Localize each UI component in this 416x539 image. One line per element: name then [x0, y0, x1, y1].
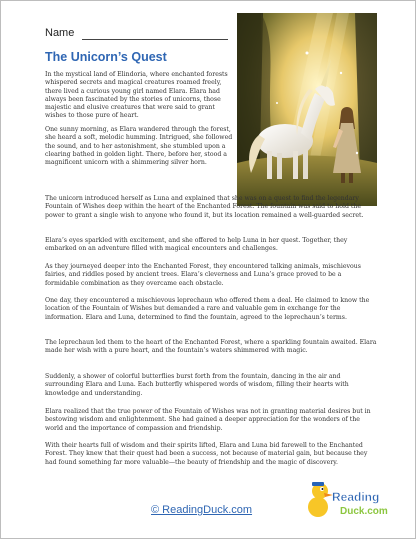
name-line [82, 39, 228, 40]
unicorn-girl-illustration [237, 13, 377, 206]
name-field[interactable] [45, 27, 227, 41]
name-label: Name [45, 27, 75, 39]
readingduck-link[interactable]: © ReadingDuck.com [151, 504, 253, 516]
story-paragraph-10: With their hearts full of wisdom and their spirits lifted, Elara and Luna bid farewell to the Enchanted Forest. They knew that their quest had been a success, not because of material gain, but because they had found something far more valuable—the beauty of friendship and the magic of discovery. [45, 442, 368, 466]
story-paragraph-6: One day, they encountered a mischievous leprechaun who offered them a deal. He claimed to know the location of the Fountain of Wishes but demanded a rare and valuable gem in exchange for the information. Elara and Luna, determined to find the fountain, agreed to the leprechaun’s terms. [45, 297, 370, 321]
story-paragraph-1: In the mystical land of Elindoria, where enchanted forests whispered secrets and magical creatures roamed freely, there lived a curious young girl named Elara. Elara had always been fascinated by the stories of unicorns, those majestic and elusive creatures that were said to grant wishes to those pure of heart. [45, 71, 228, 120]
story-paragraph-3: The unicorn introduced herself as Luna and explained that she was on a quest to find the legendary Fountain of Wishes deep within the heart of the Enchanted Forest. The fountain was said to hold the power to grant a single wish to anyone who found it, but its location remained a well-guarded secret. [45, 195, 364, 219]
story-paragraph-5: As they journeyed deeper into the Enchanted Forest, they encountered talking animals, mischievous fairies, and riddles posed by ancient trees. Elara’s cleverness and Luna’s grace proved to be a formidable combination as they overcame each obstacle. [45, 263, 361, 287]
logo-text-duck: Duck.com [340, 506, 388, 517]
story-paragraph-8: Suddenly, a shower of colorful butterflies burst forth from the fountain, dancing in the air and surrounding Elara and Luna. Each butterfly whispered words of wisdom, filling their hearts with knowledge and understanding. [45, 373, 349, 397]
story-paragraph-2: One sunny morning, as Elara wandered through the forest, she heard a soft, melodic humming. Intrigued, she followed the sound, and to her astonishment, she stumbled upon a clearing bathed in golden light. There, before her, stood a magnificent unicorn with a shimmering silver horn. [45, 126, 233, 167]
story-paragraph-9: Elara realized that the true power of the Fountain of Wishes was not in granting material desires but in bestowing wisdom and enlightenment. She had gained a deeper appreciation for the wonders of the world and the importance of compassion and friendship. [45, 408, 371, 432]
story-paragraph-4: Elara’s eyes sparkled with excitement, and she offered to help Luna in her quest. Together, they embarked on an adventure filled with magical encounters and challenges. [45, 237, 348, 253]
logo-text-reading: Reading [332, 490, 380, 504]
story-paragraph-7: The leprechaun led them to the heart of the Enchanted Forest, where a sparkling fountain awaited. Elara made her wish with a pure heart, and the fountain’s waters shimmered with magic. [45, 339, 377, 355]
story-title: The Unicorn’s Quest [45, 50, 167, 64]
readingduck-logo [306, 477, 388, 523]
